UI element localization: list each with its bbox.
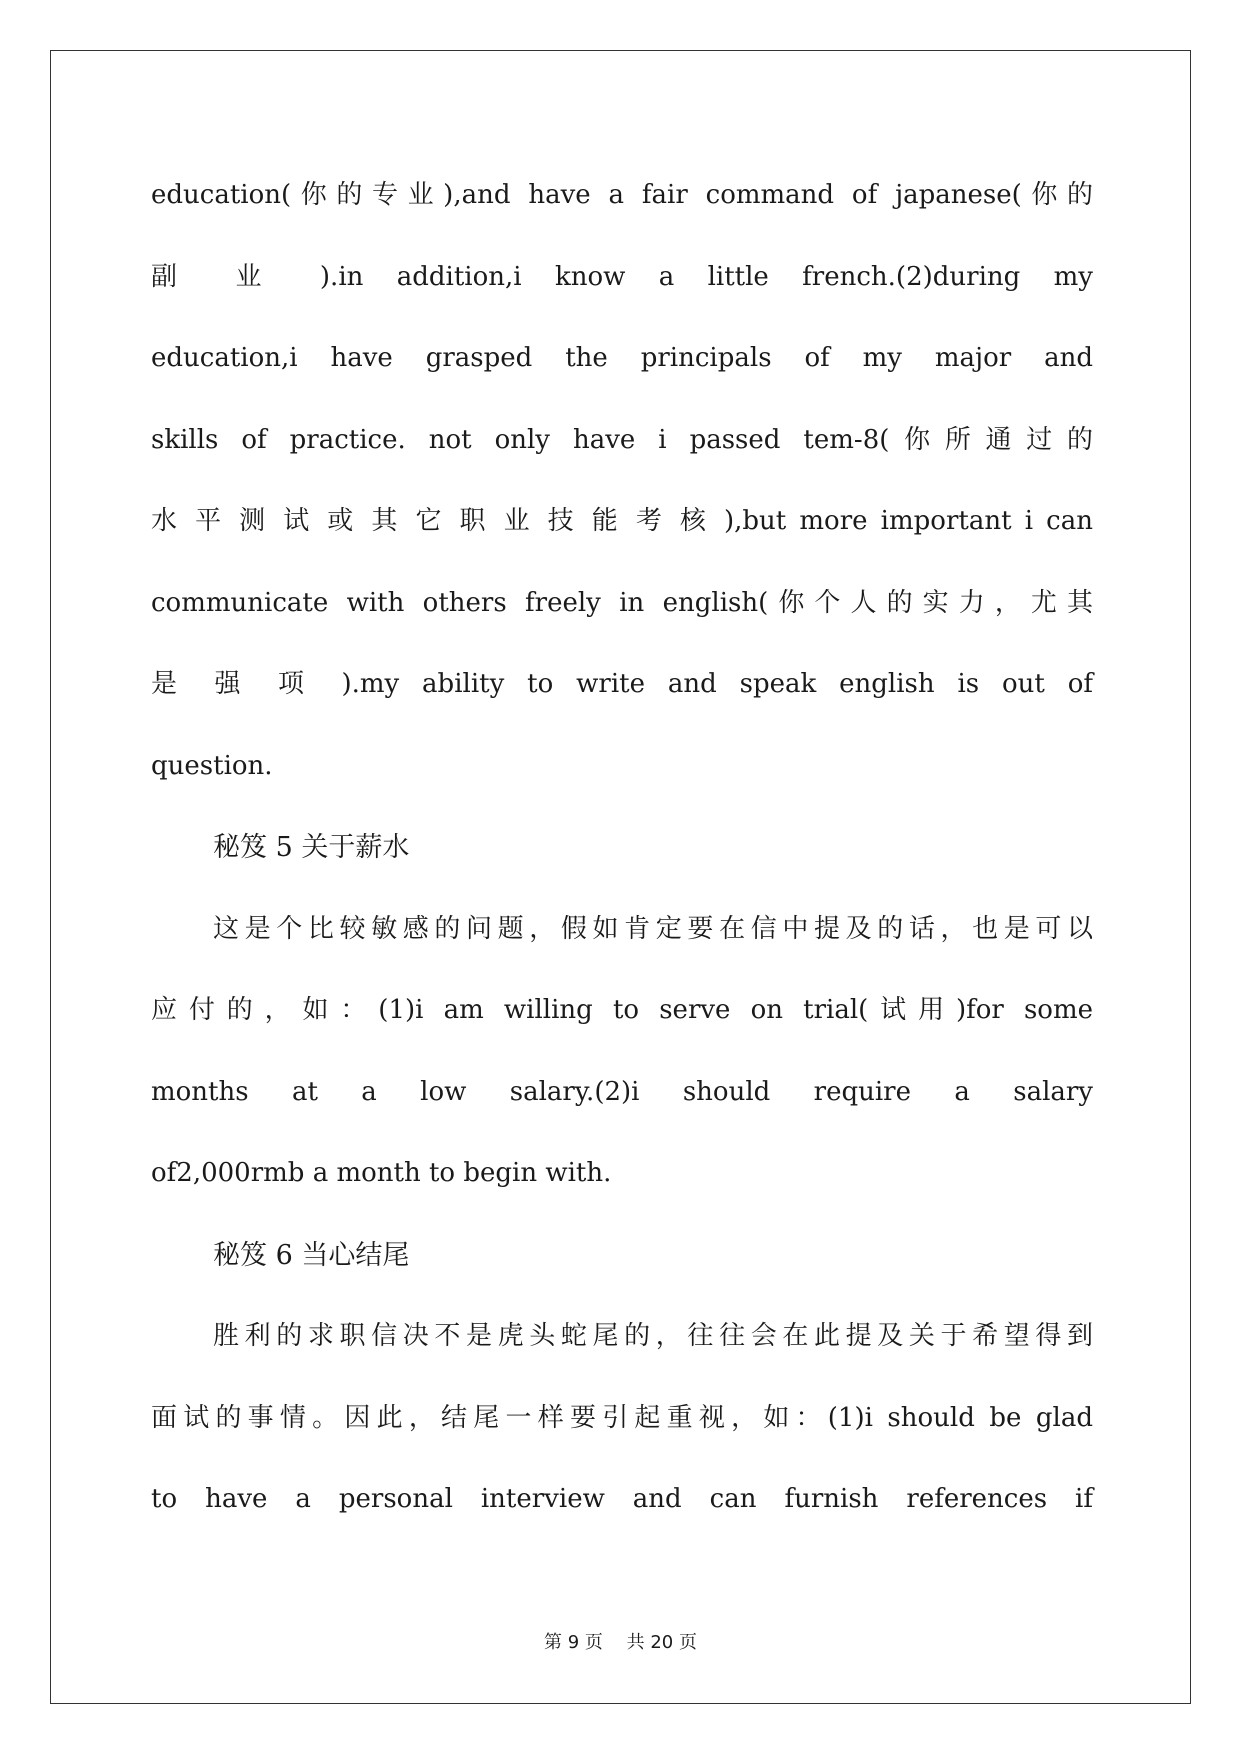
page-number-footer: 第 9 页 共 20 页 bbox=[544, 1632, 697, 1653]
paragraph-line: 胜利的求职信决不是虎头蛇尾的，往往会在此提及关于希望得到 bbox=[213, 1321, 1093, 1351]
document-body bbox=[151, 155, 1093, 1541]
text-line: education(你的专业),and have a fair command of japanese(你的 bbox=[151, 180, 1093, 210]
text-line: communicate with others freely in english(你个人的实力，尤其 bbox=[151, 587, 1093, 618]
paragraph-line: 这是个比较敏感的问题，假如肯定要在信中提及的话，也是可以 bbox=[213, 913, 1093, 944]
text-line: question. bbox=[151, 750, 273, 781]
paragraph-line: 应付的，如：(1)i am willing to serve on trial(试用)for some bbox=[151, 995, 1093, 1025]
paragraph-line: to have a personal interview and can furnish references if bbox=[151, 1484, 1093, 1514]
text-line: skills of practice. not only have i passed tem-8(你所通过的 bbox=[151, 424, 1093, 455]
text-line: education,i have grasped the principals of my major and bbox=[151, 343, 1093, 373]
text-line: 是 强 项 ).my ability to write and speak english is out of bbox=[151, 669, 1093, 699]
text-line: 水 平 测 试 或 其 它 职 业 技 能 考 核 ),but more important i can bbox=[151, 506, 1093, 536]
paragraph-line: 面试的事情。因此，结尾一样要引起重视，如：(1)i should be glad bbox=[151, 1402, 1093, 1433]
section-heading-6: 秘笈 6 当心结尾 bbox=[213, 1239, 410, 1271]
paragraph-line: of2,000rmb a month to begin with. bbox=[151, 1158, 612, 1188]
paragraph-line: months at a low salary.(2)i should require a salary bbox=[151, 1076, 1093, 1107]
section-heading-5: 秘笈 5 关于薪水 bbox=[213, 832, 410, 863]
text-line: 副 业 ).in addition,i know a little french.(2)during my bbox=[151, 261, 1093, 292]
